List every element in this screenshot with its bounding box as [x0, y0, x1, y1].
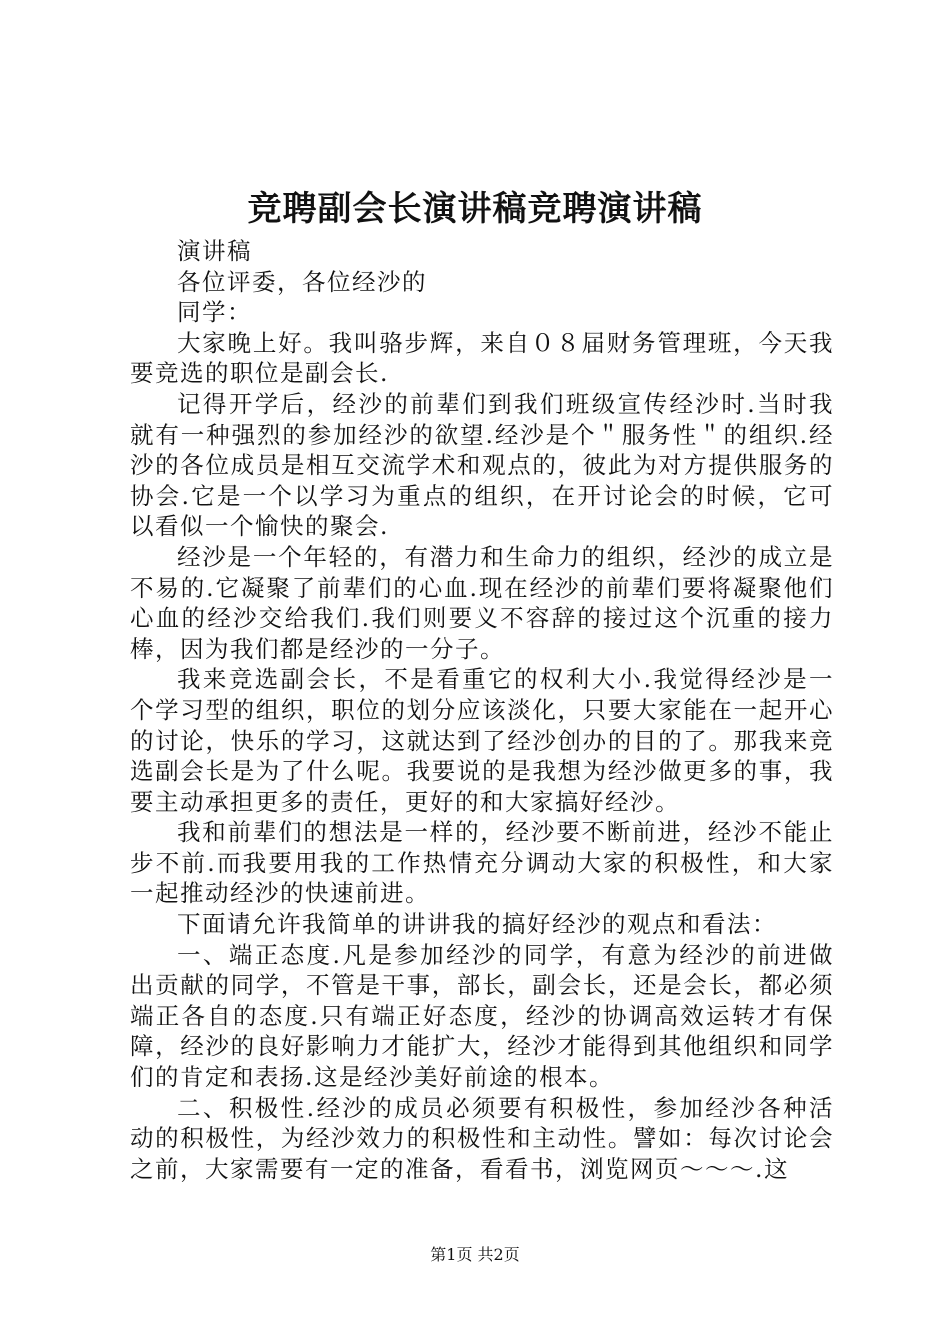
- paragraph: 记得开学后，经沙的前辈们到我们班级宣传经沙时.当时我就有一种强烈的参加经沙的欲望.经沙是个＂服务性＂的组织.经沙的各位成员是相互交流学术和观点的，彼此为对方提供服务的协会.它是一个以学习为重点的组织，在开讨论会的时候，它可以看似一个愉快的聚会.: [130, 389, 834, 541]
- paragraph: 下面请允许我简单的讲讲我的搞好经沙的观点和看法：: [177, 910, 777, 939]
- paragraph-salutation: 各位评委，各位经沙的: [177, 267, 427, 296]
- paragraph-greeting: 大家晚上好。我叫骆步辉，来自０８届财务管理班，今天我要竞选的职位是副会长.: [130, 328, 834, 388]
- paragraph: 我来竞选副会长，不是看重它的权利大小.我觉得经沙是一个学习型的组织，职位的划分应该淡化，只要大家能在一起开心的讨论，快乐的学习，这就达到了经沙创办的目的了。那我来竞选副会长是为了什么呢。我要说的是我想为经沙做更多的事，我要主动承担更多的责任，更好的和大家搞好经沙。: [130, 665, 834, 816]
- paragraph-point-one: 一、端正态度.凡是参加经沙的同学，有意为经沙的前进做出贡献的同学，不管是干事，部长，副会长，还是会长，都必须端正各自的态度.只有端正好态度，经沙的协调高效运转才有保障，经沙的良好影响力才能扩大，经沙才能得到其他组织和同学们的肯定和表扬.这是经沙美好前途的根本。: [130, 940, 834, 1092]
- paragraph-point-two: 二、积极性.经沙的成员必须要有积极性，参加经沙各种活动的积极性，为经沙效力的积极性和主动性。譬如：每次讨论会之前，大家需要有一定的准备，看看书，浏览网页～～～.这: [130, 1093, 834, 1183]
- paragraph: 经沙是一个年轻的，有潜力和生命力的组织，经沙的成立是不易的.它凝聚了前辈们的心血.现在经沙的前辈们要将凝聚他们心血的经沙交给我们.我们则要义不容辞的接过这个沉重的接力棒，因为我们都是经沙的一分子。: [130, 542, 834, 663]
- paragraph-heading: 演讲稿: [177, 237, 252, 265]
- document-title: 竞聘副会长演讲稿竞聘演讲稿: [247, 189, 703, 229]
- document-body: [130, 236, 834, 1184]
- paragraph: 我和前辈们的想法是一样的，经沙要不断前进，经沙不能止步不前.而我要用我的工作热情充分调动大家的积极性，和大家一起推动经沙的快速前进。: [130, 818, 834, 908]
- page-number: 第1页 共2页: [430, 1245, 520, 1264]
- paragraph-salutation-continued: 同学：: [177, 298, 252, 327]
